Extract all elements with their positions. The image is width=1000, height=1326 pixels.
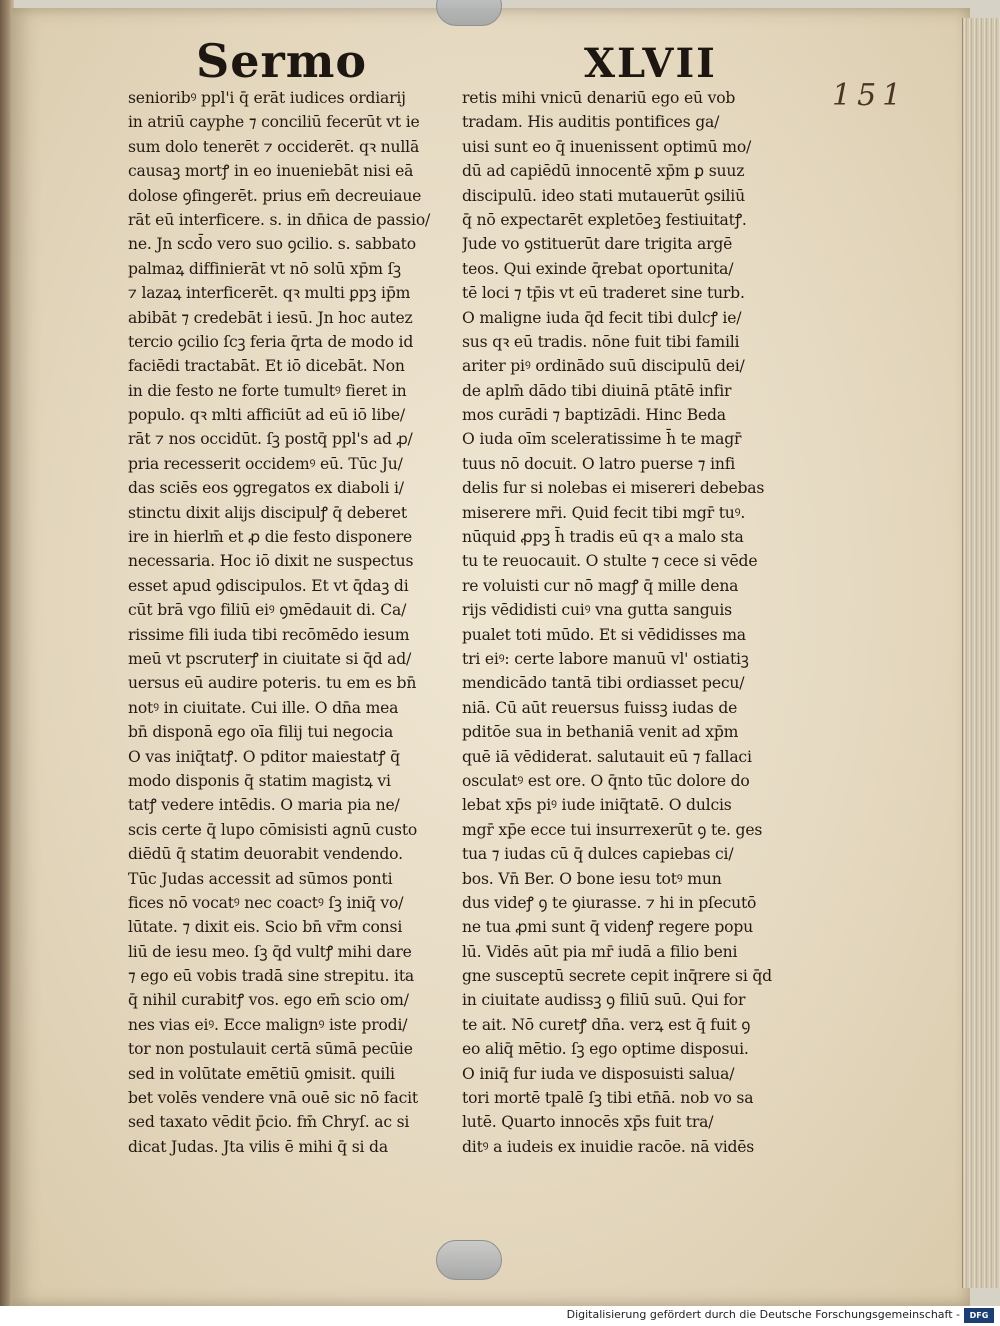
text-line: bn̄ disponā ego oīa filij tui negocia [128,723,394,742]
text-line: O maligne iuda q̄d fecit tibi dulcꝭ ie/ [462,308,742,327]
text-line: meū vt pscruterꝭ in ciuitate si q̄d ad/ [128,649,412,668]
text-line: esset apud ꝯdiscipulos. Et vt q̄daꝫ di [128,576,409,595]
text-line: Jude vo ꝯstituerūt dare trigita argē [462,235,733,254]
text-line: pditōe sua in bethaniā venit ad xp̄m [462,723,739,742]
text-line: fices nō vocatꝰ nec coactꝰ ſꝫ iniq̄ vo/ [128,893,404,912]
text-line: rissime fili iuda tibi recōmēdo iesum [128,625,410,644]
text-line: dicat Judas. Jta vilis ē mihi q̄ si da [128,1137,388,1156]
text-line: pria recesserit occidemꝰ eū. Tūc Ju/ [128,454,403,473]
text-line: ariter piꝰ ordinādo suū discipulū dei/ [462,357,745,376]
text-line: dū ad capiēdū innocentē xp̄m ꝑ suuz [462,162,745,181]
text-line: dolose ꝯfingerēt. prius em̄ decreuiaue [128,186,422,205]
text-line: tor non postulauit certā sūmā pecūie [128,1040,413,1059]
text-line: necessaria. Hoc iō dixit ne suspectus [128,552,414,571]
text-line: tē loci ⁊ tp̄is vt eū traderet sine turb. [462,284,745,303]
text-line: O iniq̄ fur iuda ve disposuisti salua/ [462,1064,735,1083]
text-line: uersus eū audire poteris. tu em es bn̄ [128,674,417,693]
text-line: te ait. Nō curetꝭ dn̄a. verꝝ est q̄ fuit ꝯ [462,1015,751,1034]
text-line: Tūc Judas accessit ad sūmos ponti [128,869,393,888]
text-line: lūtate. ⁊ dixit eis. Scio bn̄ vr̄m consi [128,918,403,937]
text-line: modo disponis q̄ statim magistꝝ vi [128,771,391,790]
text-line: de aplm̄ dādo tibi diuinā ptātē infir [462,381,732,400]
text-line: cūt brā vgo filiū eiꝰ ꝯmēdauit di. Ca/ [128,601,407,620]
text-line: lutē. Quarto innocēs xp̄s fuit tra/ [462,1113,714,1132]
page-clip-top [436,0,502,26]
text-line: re voluisti cur nō magꝭ q̄ mille dena [462,576,739,595]
text-line: tradam. His auditis pontifices ga/ [462,113,720,132]
text-line: in atriū cayphe ⁊ conciliū fecerūt vt ie [128,113,420,132]
funding-notice: Digitalisierung gefördert durch die Deutsche Forschungsgemeinschaft - [566,1308,960,1321]
text-line: notꝰ in ciuitate. Cui ille. O dn̄a mea [128,698,399,717]
text-line: sed in volūtate emētiū ꝯmisit. quili [128,1064,395,1083]
text-line: niā. Cū aūt reuersus fuissꝫ iudas de [462,698,738,717]
text-line: senioribꝰ ppl'i q̄ erāt iudices ordiarij [128,89,406,107]
text-line: osculatꝰ est ore. O q̄nto tūc dolore do [462,771,750,790]
text-line: tatꝭ vedere intēdis. O maria pia ne/ [128,796,400,815]
text-line: quē iā vēdiderat. salutauit eū ⁊ fallaci [462,747,752,766]
text-line: rāt ⁊ nos occidūt. ſꝫ postq̄ ppl's ad ꝓ/ [128,430,413,449]
text-line: O vas iniq̄tatꝭ. O pditor maiestatꝭ q̄ [128,747,400,766]
text-line: rāt eū interficere. s. in dn̄ica de passio/ [128,210,431,229]
text-line: q̄ nihil curabitꝭ vos. ego em̄ scio om/ [128,991,409,1010]
text-line: sus qꝛ eū tradis. nōne fuit tibi famili [462,332,740,351]
dfg-logo: DFG [964,1308,994,1323]
text-line: lū. Vidēs aūt pia mr̄ iudā a filio beni [462,942,738,961]
text-line: bet volēs vendere vnā ouē sic nō facit [128,1089,418,1108]
text-line: mendicādo tantā tibi ordiasset pecu/ [462,674,745,693]
text-line: abibāt ⁊ credebāt i iesū. Jn hoc autez [128,308,413,327]
text-column-right [462,86,794,1159]
page-stack-edge [962,18,1000,1288]
text-line: faciēdi tractabāt. Et iō dicebāt. Non [128,357,405,376]
text-line: scis certe q̄ lupo cōmisisti agnū custo [128,820,418,839]
text-line: teos. Qui exinde q̄rebat oportunita/ [462,259,734,278]
text-line: in ciuitate audissꝫ ꝯ filiū suū. Qui for [462,991,746,1010]
text-line: eo aliq̄ mētio. ſꝫ ego optime disposui. [462,1040,749,1059]
page-clip-bottom [436,1240,502,1280]
text-line: tuus nō docuit. O latro puerse ⁊ infi [462,454,736,473]
text-line: das sciēs eos ꝯgregatos ex diaboli i/ [128,479,404,498]
text-line: q̄ nō expectarēt expletōeꝫ festiuitatꝭ. [462,210,747,229]
text-line: tori mortē tpalē ſꝫ tibi etn̄ā. nob vo sa [462,1089,754,1108]
text-line: ⁊ ego eū vobis tradā sine strepitu. ita [128,967,414,986]
text-line: diēdū q̄ statim deuorabit vendendo. [128,845,403,864]
text-line: mos curādi ⁊ baptizādi. Hinc Beda [462,406,726,425]
text-line: sum dolo tenerēt ⁊ occiderēt. qꝛ nullā [128,137,420,156]
text-line: in die festo ne forte tumultꝰ fieret in [128,381,407,400]
text-line: ⁊ lazaꝝ interficerēt. qꝛ multi ꝑpꝫ ip̄m [128,284,411,303]
text-line: bos. Vn̄ Ber. O bone iesu totꝰ mun [462,869,722,888]
text-line: ne. Jn scd̄o vero suo ꝯcilio. s. sabbato [128,235,416,254]
text-line: ire in hierlm̄ et ꝓ die festo disponere [128,528,413,547]
text-line: causaꝫ mortꝭ in eo inueniebāt nisi eā [128,162,414,181]
text-line: nes vias eiꝰ. Ecce malignꝰ iste prodi/ [128,1015,408,1034]
text-line: ne tua ꝓmi sunt q̄ videnꝭ regere popu [462,918,753,937]
text-line: lebat xp̄s piꝰ iude iniq̄tatē. O dulcis [462,796,732,815]
text-line: miserere mr̄i. Quid fecit tibi mgr̄ tuꝰ. [462,503,746,522]
text-line: liū de iesu meo. ſꝫ q̄d vultꝭ mihi dare [128,942,412,961]
text-line: rijs vēdidisti cuiꝰ vna gutta sanguis [462,601,732,620]
running-head-number: XLVII [584,40,717,87]
running-head-sermo: Sermo [196,34,368,88]
text-line: ditꝰ a iudeis ex inuidie racōe. nā vidēs [462,1137,755,1156]
text-line: tu te reuocauit. O stulte ⁊ cece si vēde [462,552,758,571]
text-line: uisi sunt eo q̄ inuenissent optimū mo/ [462,137,752,156]
text-line: populo. qꝛ mlti afficiūt ad eū iō libe/ [128,406,405,425]
text-line: pualet toti mūdo. Et si vēdidisses ma [462,625,746,644]
text-line: O iuda oīm sceleratissime h̄ te magr̄ [462,430,742,449]
text-line: retis mihi vnicū denariū ego eū vob [462,89,736,107]
text-line: mgr̄ xp̄e ecce tui insurrexerūt ꝯ te. ges [462,820,763,839]
text-line: discipulū. ideo stati mutauerūt ꝯsiliū [462,186,745,205]
text-line: tri eiꝰ: certe labore manuū vl' ostiatiꝫ [462,649,749,668]
text-line: gne susceptū secrete cepit inq̄rere si q̄d [462,967,772,986]
text-column-left [128,86,460,1159]
text-line: tua ⁊ iudas cū q̄ dulces capiebas ci/ [462,845,734,864]
text-line: tercio ꝯcilio ſcꝫ feria q̄rta de modo id [128,332,414,351]
text-line: sed taxato vēdit p̄cio. fm̄ Chryſ. ac si [128,1113,410,1132]
text-line: palmaꝝ diffinierāt vt nō solū xp̄m ſꝫ [128,259,401,278]
text-line: delis fur si nolebas ei misereri debebas [462,479,765,498]
text-line: dus videꝭ ꝯ te ꝯiurasse. ⁊ hi in pſecutō [462,893,757,912]
folio-number: 151 [832,78,908,113]
text-line: stinctu dixit alijs discipulꝭ q̄ deberet [128,503,407,522]
text-line: nūquid ꝓpꝫ h̄ tradis eū qꝛ a malo sta [462,528,744,547]
